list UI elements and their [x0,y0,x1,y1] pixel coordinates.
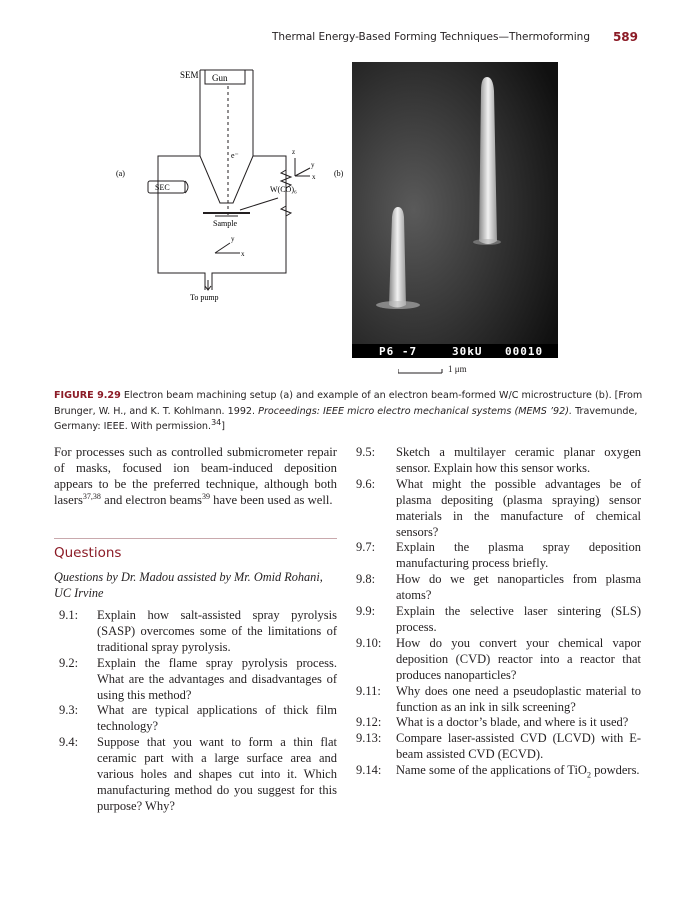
column-left-wall [200,70,228,203]
caption-ref: 34 [211,417,222,427]
caption-text-1: Electron beam machining setup (a) and example of an electron beam-formed W/C microstructure (b). [From Brunger, W. H., and K. T. Kohlmann. 1992. [54,390,643,417]
question-number: 9.11: [356,683,381,698]
label-axis-x-bottom: x [241,250,245,258]
question-text: What is a doctor’s blade, and where is it used? [396,715,629,730]
scale-bar [398,364,558,376]
caption-text-3: ] [221,421,226,432]
question-item [356,445,641,477]
label-sem: SEM [180,70,199,80]
chamber-right-wall [212,156,286,280]
label-precursor: W(CO)₆ [270,185,297,194]
caption-journal: Proceedings: IEEE micro electro mechanical systems (MEMS ’92). [258,405,573,417]
sem-frame: 00010 [505,345,544,358]
label-axis-y-top: y [311,161,315,169]
question-item [356,684,641,716]
running-header-title: Thermal Energy-Based Forming Techniques—Thermoforming [271,31,590,43]
question-number: 9.12: [356,715,382,730]
question-item [59,703,337,735]
body-paragraph [54,445,337,509]
question-item [356,572,641,604]
sem-micrograph [352,62,558,358]
question-item [356,715,641,731]
gas-nozzle-line [240,198,278,210]
question-number: 9.2: [59,655,79,670]
question-number: 9.10: [356,635,382,650]
question-text: Sketch a multilayer ceramic planar oxygen sensor. Explain how this sensor works. [396,445,641,475]
label-axis-x-top: x [312,173,316,181]
question-text: What are typical applications of thick film technology? [97,703,337,734]
question-number: 9.9: [356,604,376,619]
question-text: Explain the flame spray pyrolysis process. What are the advantages and disadvantages of using this method? [97,655,337,702]
para-text-a: For processes such as controlled submicrometer repair of masks, focused ion beam-induced deposition appears to be the preferred technique, although both lasers [54,445,337,507]
column-right-wall [226,70,253,203]
para-ref-lasers: 37,38 [82,491,101,501]
sem-image [352,62,558,358]
scale-bar-label: 1 μm [448,364,467,374]
question-number: 9.3: [59,703,79,718]
pump-arrow [205,280,211,290]
label-panel-b: (b) [334,169,344,178]
question-text: Explain how salt-assisted spray pyrolysis (SASP) overcomes some of the limitations of traditional spray pyrolysis. [97,608,337,654]
question-item [356,763,641,779]
running-header [0,28,695,48]
question-item [356,604,641,636]
question-number: 9.1: [59,608,79,622]
question-item [356,540,641,572]
question-item [59,735,337,815]
question-text: Compare laser-assisted CVD (LCVD) with E-beam assisted CVD (ECVD). [396,731,641,762]
question-item [59,656,337,704]
question-text-tail: powders. [590,763,640,778]
section-divider [54,538,337,539]
question-item [59,608,337,656]
caption-text-2: Travemunde, Germany: IEEE. With permission. [54,405,638,432]
figure-label: FIGURE 9.29 [54,390,121,401]
label-panel-a: (a) [116,169,125,178]
question-text-main: Name some of the applications of TiO [396,763,587,778]
label-axis-z-top: z [292,148,296,156]
questions-byline: Questions by Dr. Madou assisted by Mr. Omid Rohani, UC Irvine [54,570,323,600]
figure-caption [54,388,644,435]
question-number: 9.7: [356,540,376,555]
question-text: How do we get nanoparticles from plasma atoms? [396,572,641,603]
question-text: Suppose that you want to form a thin flat ceramic part with a large surface area and various holes and shapes cut into it. Which manufacturing method do you suggest for this purpose? Why? [97,735,337,813]
question-number: 9.4: [59,735,79,750]
para-text-c: have been used as well. [213,492,333,507]
page-number: 589 [612,30,638,44]
label-sample: Sample [213,219,237,228]
question-text: Explain the plasma spray deposition manufacturing process briefly. [396,540,641,571]
label-electron: e⁻ [231,151,239,160]
sem-voltage: 30kU [452,345,483,358]
questions-right-column [356,445,641,779]
question-number: 9.8: [356,572,376,587]
label-axis-y-bottom: y [231,235,235,243]
question-text-subscript: 2 [586,770,591,780]
question-number: 9.14: [356,763,382,778]
question-text [396,763,641,779]
question-text: Why does one need a pseudoplastic material to function as an ink in silk screening? [396,683,641,714]
question-text: What might the possible advantages be of plasma depositing (plasma spraying) sensor materials in the manufacture of chemical sensors? [396,476,641,539]
questions-heading: Questions [54,545,122,561]
para-text-b: and electron beams [104,492,202,507]
question-item [356,477,641,541]
question-number: 9.13: [356,731,382,746]
sem-data-bar [352,344,558,358]
question-number: 9.5: [356,445,376,459]
question-text: Explain the selective laser sintering (SLS) process. [396,604,641,634]
label-to-pump: To pump [190,293,219,302]
label-gun: Gun [212,73,228,83]
question-item [356,636,641,684]
questions-left-column [59,608,337,815]
label-sec: SEC [155,183,170,192]
chamber-left-wall [158,156,205,280]
para-ref-ebeam: 39 [202,491,210,501]
question-text: How do you convert your chemical vapor deposition (CVD) reactor into a reactor that produces nanoparticles? [396,635,641,682]
question-item [356,731,641,763]
question-number: 9.6: [356,476,376,491]
sem-id: P6 -7 [379,345,418,358]
